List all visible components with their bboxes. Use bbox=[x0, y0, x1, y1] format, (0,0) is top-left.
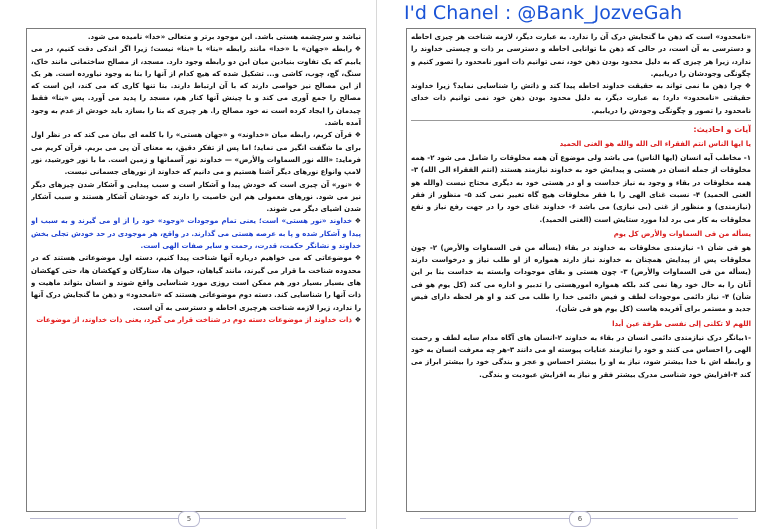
left-paragraph-7 bbox=[31, 314, 361, 326]
left-paragraph-5-text: خداوند «نور هستی» است؛ یعنی تمام موجودات «وجود» خود را از او می گیرند و به سبب او پیدا و آشکار شده و پا به عرصه هستی می گذارند. در واقع، هر موجودی در حد خودش تجلی بخش خداوند و نشانگر حکمت، قدرت، رحمت و سایر صفات الهی است. bbox=[31, 217, 361, 251]
left-paragraph-5 bbox=[31, 215, 361, 252]
left-paragraph-4-text: «نور» آن چیزی است که خودش پیدا و آشکار است و سبب پیدایی و آشکار شدن چیزهای دیگر نیز می شود. نورهای معمولی هم این خاصیت را دارند که خودشان آشکار هستند و سبب آشکار شدن اشیای دیگر می شوند. bbox=[31, 180, 361, 214]
right-paragraph-2-text: چرا ذهن ما نمی تواند به حقیقت خداوند احاطه پیدا کند و ذاتش را شناسایی نماید؟ زیرا خداوند حقیقتی «نامحدود» دارد؛ به عبارت دیگر، به دلیل محدود بودن ذهن خود نمی توانیم ذات خدای نامحدود را تصور و چگونگی وجودش را دریابیم. bbox=[411, 82, 751, 115]
bullet-icon: ❖ bbox=[354, 131, 361, 140]
page-number: 5 bbox=[178, 511, 200, 527]
verse-2-explanation: هو فی شأن ۱- نیازمندی مخلوقات به خداوند در بقاء (یسأله من فی السماوات والأرض) ۲- چون مخلوقات پس از پیدایش همچنان به خداوند نیاز دارند همواره از او طلب نیاز و درخواست دارند (یسأله من فی السماوات والأرض) ۳- چون هستی و بقای موجودات وابسته به خداست بنا بر این آنان را به حال خود رها نمی کند بلکه همواره امورهستی را تدبیر و اداره می کند (کل یوم هو فی شأن) ۴- نیاز دائمی موجودات لطف و فیض دائمی خدا را طلب می کند و او هر لحظه دارای فیض جدید و مستمر برای آفریده هاست (کل یوم هو فی شأن). bbox=[411, 243, 751, 314]
left-paragraph-3-text: قرآن کریم، رابطه میان «خداوند» و «جهان هستی» را با کلمه ای بیان می کند که در نظر اول برای ما شگفت انگیز می نماید؛ اما پس از تفکر دقیق، به معنای آن پی می بریم. قرآن کریم می فرماید: «الله نور السماوات والأرض» — خداوند نور آسمانها و زمین است. ما با نور خورشید، نور لامپ وانواع نورهای دیگر آشنا هستیم و می دانیم که خداوند از نورهای جسمانی نیست. bbox=[31, 131, 361, 177]
verse-2: یسأله من فی السماوات والأرض کل یوم bbox=[613, 229, 751, 238]
left-paragraph-2-text: رابطه «جهان» با «خدا» مانند رابطه «بنا» با «بنا» نیست؛ زیرا اگر اندکی دقت کنیم، در می یابیم که یک تفاوت بنیادین میان این دو رابطه وجود دارد. مسجد، از مصالح ساختمانی مانند خاک، سنگ، گچ، چوب، کاشی و... تشکیل شده که هیچ کدام از آنها را بنا به وجود نیاورده است. هر یک از این مصالح نیز خواصی دارند که با آن ارتباط دارند. بنا تنها کاری که می کند، این است که مصالح را جمع آوری می کند و با چینش آنها کنار هم، مسجد را پدید می آورد. پس «بنا» فقط چیدمان را ایجاد کرده است نه خود مصالح را. هر چیزی که بنا را بسازد باید خودش از عدم به وجود آمده باشد. bbox=[31, 45, 361, 128]
right-page-content bbox=[411, 31, 751, 509]
channel-title: I'd Chanel : @Bank_JozveGah bbox=[404, 2, 683, 24]
verse-1: یا ایها الناس انتم الفقراء الی الله والله هو الغنی الحمید bbox=[559, 140, 751, 149]
bullet-icon: ❖ bbox=[744, 82, 751, 91]
bullet-icon: ❖ bbox=[354, 217, 361, 226]
bullet-icon: ❖ bbox=[354, 45, 361, 54]
left-page bbox=[0, 0, 377, 529]
left-paragraph-7-text: ذات خداوند از موضوعات دسته دوم در شناخت قرار می گیرد، یعنی ذات خداوند، از موضوعات bbox=[36, 315, 352, 324]
left-page-frame bbox=[26, 28, 366, 512]
right-page-frame bbox=[406, 28, 756, 512]
bullet-icon: ❖ bbox=[354, 254, 361, 263]
left-paragraph-2 bbox=[31, 43, 361, 129]
left-page-footer bbox=[30, 511, 346, 525]
verse-3: اللهم لا تکلنی إلی نفسی طرفة عین أبدا bbox=[612, 319, 751, 328]
page-number: 6 bbox=[569, 511, 591, 527]
left-paragraph-6-text: موضوعاتی که می خواهیم درباره آنها شناخت پیدا کنیم، دسته اول موضوعاتی هستند که در محدوده شناخت ما قرار می گیرند، مانند گیاهان، حیوان ها، ستارگان و کهکشان ها، حتی کهکشان های بسیار بسیار دور هم ممکن است روزی مورد شناسایی واقع شوند و انسان بتواند ماهیت و ذات آنها را شناسایی کند. دسته دوم موضوعاتی هستند که «نامحدود» و ذهن ما گنجایش درک آنها را ندارد، زیرا لازمه شناخت هرچیزی احاطه و دسترسی به آن است. bbox=[31, 254, 361, 312]
bullet-icon: ❖ bbox=[354, 315, 361, 324]
right-paragraph-2 bbox=[411, 80, 751, 117]
verse-1-explanation: ۱- مخاطب آیه انسان (ایها الناس) می باشد ولی موضوع آن همه مخلوقات را شامل می شود ۲- همه مخلوقات از جمله انسان در هستی و پیدایش خود به خداوند نیازمند هستند (انتم الفقراء الی الله) ۳- همه مخلوقات در بقاء و وجود به نیاز خداست و او در هستی خود به دیگری محتاج نیست (والله هو الغنی الحمید) ۴- نسبت غنای الهی را با فقر مخلوقات هیچ گاه تغییر نمی کند ۵- منظور از فقر (نیازمندی) و منظور از غنی (بی نیازی) می باشد ۶- خداوند غنای خود را در جهت رفع نیاز و نفع مخلوقات به کار می برد لذا مورد ستایش است (الغنی الحمید). bbox=[411, 154, 751, 224]
right-paragraph-1: «نامحدود» است که ذهن ما گنجایش درک آن را ندارد. به عبارت دیگر، لازمه شناخت هر چیزی احاطه و دسترسی به آن است، در حالی که ذهن ما توانایی احاطه و دسترسی بر ذات و چیستی خداوند را ندارد، زیرا هر چیزی که به دلیل محدود بودن ذهن خود، نمی توانیم ذات امور نامحدود را تصور کنیم و چگونگی وجودشان را دریابیم. bbox=[411, 33, 751, 78]
left-paragraph-3 bbox=[31, 129, 361, 178]
left-paragraph-6 bbox=[31, 252, 361, 313]
left-paragraph-1: نیاشد و سرچشمه هستی باشد. این موجود برتر و متعالی «خدا» نامیده می شود. bbox=[87, 33, 361, 41]
verse-3-explanation: -۱بیانگر درک نیازمندی دائمی انسان در بقاء به خداوند ۲-انسان های آگاه مدام سایه لطف و رحمت الهی را احساس می کنند و خود را نیازمند عنایات پیوسته او می دانند ۳-هر چه معرفت انسان به خود و رابطه اش با خدا بیشتر شود، نیاز به او را بیشتر احساس و عجز و بندگی خود را بیشتر ابراز می کند ۴-افزایش خود شناسی مدرک بیشتر فقر و نیاز به افزایش عبودیت و بندگی. bbox=[411, 333, 751, 379]
section-divider bbox=[411, 120, 751, 121]
bullet-icon: ❖ bbox=[354, 180, 361, 189]
left-paragraph-4 bbox=[31, 179, 361, 216]
left-page-content bbox=[31, 31, 361, 509]
right-page-footer bbox=[420, 511, 738, 525]
section-title: آیات و احادیث: bbox=[693, 125, 751, 135]
right-page bbox=[390, 0, 768, 529]
